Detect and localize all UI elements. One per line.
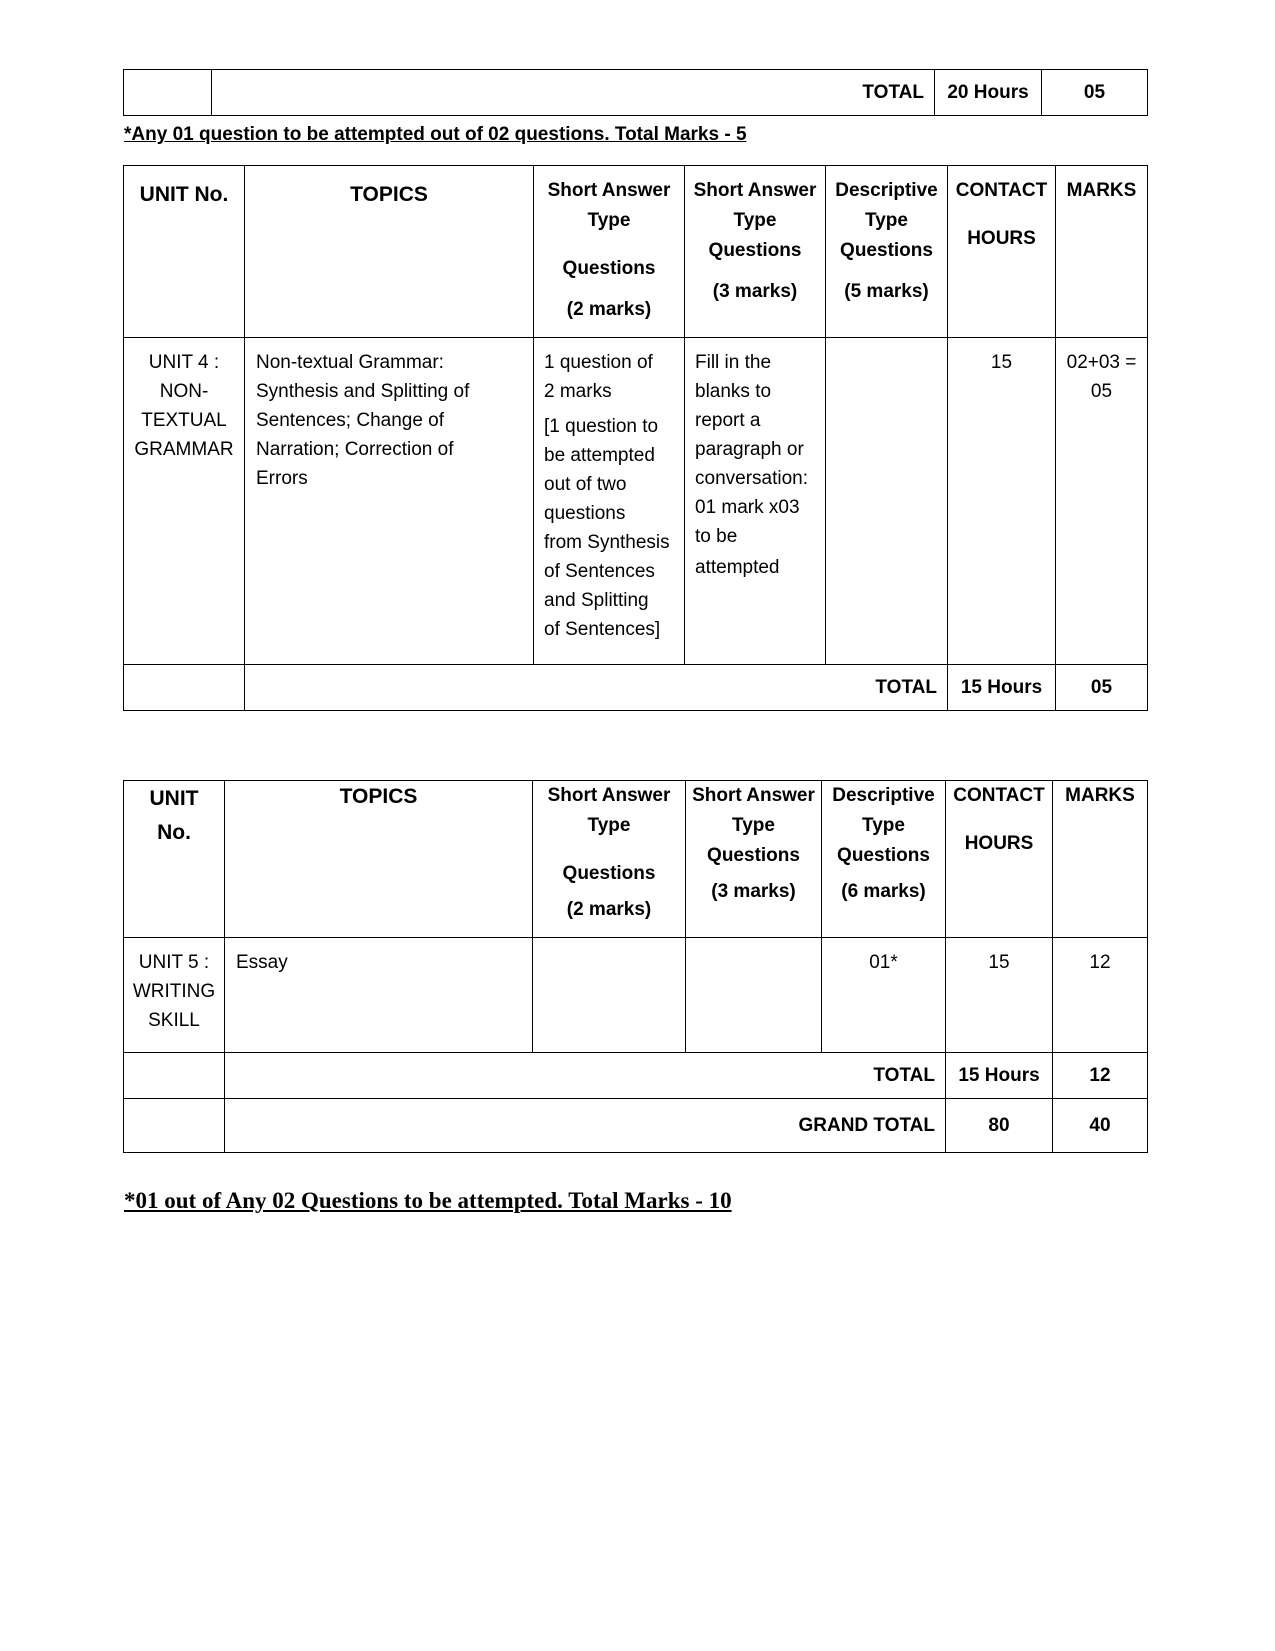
total-row [124,70,1148,116]
empty-cell [124,665,245,711]
header-row [124,781,1148,938]
empty-cell [124,1099,225,1153]
header-text: (3 marks) [712,281,798,302]
contact-hours-cell: 15 [946,938,1053,1053]
header-text: No. [157,821,191,844]
topic-text: Synthesis and Splitting of [256,381,470,402]
header-marks: MARKS [1056,166,1148,338]
header-topics: TOPICS [245,166,534,338]
unit-cell [124,338,245,665]
note-unit3: *Any 01 question to be attempted out of 02 questions. Total Marks - 5 [124,124,747,145]
total-label: TOTAL [212,70,935,116]
header-text: CONTACT [953,785,1045,806]
unit4-row [124,338,1148,665]
header-text: CONTACT [955,180,1048,201]
header-text: Type [862,815,905,836]
short-answer-2-cell [533,938,686,1053]
cell-text: 1 question of [544,352,653,373]
total-marks: 05 [1042,70,1148,116]
unit5-table [123,780,1148,1153]
header-text: Questions [840,240,933,261]
unit5-row [124,938,1148,1053]
descriptive-cell: 01* [822,938,946,1053]
header-text: Questions [562,863,656,884]
unit5-total-row [124,1053,1148,1099]
unit-text: NON- [159,381,209,402]
header-short-answer-3 [686,781,822,938]
short-answer-2-cell [534,338,685,665]
total-hours: 15 Hours [948,665,1056,711]
header-text: Short Answer [547,785,671,806]
header-text: Short Answer [547,180,671,201]
unit-text: UNIT 4 : [148,352,220,373]
header-descriptive [826,166,948,338]
header-text: HOURS [967,228,1036,249]
cell-text: 2 marks [544,381,612,402]
total-label: TOTAL [245,665,948,711]
header-text: Short Answer [692,785,815,806]
header-text: Descriptive [835,180,938,201]
note-unit5: *01 out of Any 02 Questions to be attempted. Total Marks - 10 [124,1188,732,1213]
header-short-answer-2 [533,781,686,938]
header-marks: MARKS [1053,781,1148,938]
header-text: Type [865,210,908,231]
header-text: Questions [837,845,930,866]
cell-text: paragraph or [695,439,804,460]
empty-cell [124,70,212,116]
header-text: Short Answer [693,180,817,201]
header-text: HOURS [964,833,1034,854]
grand-total-hours: 80 [946,1099,1053,1153]
header-text: Questions [707,845,800,866]
cell-text: attempted [695,557,780,578]
header-text: (6 marks) [841,881,926,902]
unit-text: GRAMMAR [134,439,234,460]
topic-text: Narration; Correction of [256,439,454,460]
topic-text: Non-textual Grammar: [256,352,444,373]
previous-unit-total-table [123,69,1148,116]
grand-total-marks: 40 [1053,1099,1148,1153]
empty-cell [124,1053,225,1099]
cell-text: be attempted [544,445,655,466]
header-text: (2 marks) [566,299,652,320]
cell-text: [1 question to [544,416,659,437]
cell-text: and Splitting [544,590,649,611]
cell-text: from Synthesis [544,532,670,553]
header-text: Descriptive [832,785,935,806]
header-short-answer-3 [685,166,826,338]
header-text: Questions [708,240,802,261]
grand-total-row [124,1099,1148,1153]
cell-text: conversation: [695,468,809,489]
header-text: Type [587,210,631,231]
cell-text: to be [695,526,738,547]
header-contact-hours [948,166,1056,338]
header-text: (3 marks) [711,881,796,902]
header-descriptive [822,781,946,938]
cell-text: Fill in the [695,352,772,373]
topic-text: Errors [256,468,308,489]
header-text: UNIT [149,787,199,810]
topic-text: Sentences; Change of [256,410,445,431]
total-marks: 05 [1056,665,1148,711]
unit-cell [124,938,225,1053]
header-unit [124,781,225,938]
header-text: Type [587,815,631,836]
unit4-table [123,165,1148,711]
descriptive-cell [826,338,948,665]
short-answer-3-cell [685,338,826,665]
short-answer-3-cell [686,938,822,1053]
cell-text: out of two [544,474,627,495]
cell-text: report a [695,410,761,431]
cell-text: 05 [1090,381,1113,402]
unit-text: SKILL [148,1010,200,1031]
unit-text: WRITING [132,981,216,1002]
total-marks: 12 [1053,1053,1148,1099]
total-label: TOTAL [225,1053,946,1099]
unit4-total-row [124,665,1148,711]
header-text: (2 marks) [566,899,652,920]
header-text: Questions [562,258,656,279]
contact-hours-cell: 15 [948,338,1056,665]
header-short-answer-2 [534,166,685,338]
topics-cell [245,338,534,665]
header-contact-hours [946,781,1053,938]
marks-cell: 12 [1053,938,1148,1053]
header-topics: TOPICS [225,781,533,938]
header-text: Type [733,210,777,231]
header-text: (5 marks) [844,281,929,302]
header-unit: UNIT No. [124,166,245,338]
grand-total-label: GRAND TOTAL [225,1099,946,1153]
cell-text: 02+03 = [1066,352,1137,373]
topics-cell: Essay [225,938,533,1053]
cell-text: questions [544,503,626,524]
header-text: Type [732,815,775,836]
cell-text: 01 mark x03 [695,497,800,518]
total-hours: 15 Hours [946,1053,1053,1099]
cell-text: of Sentences] [544,619,661,640]
unit-text: TEXTUAL [141,410,227,431]
cell-text: blanks to [695,381,772,402]
marks-cell [1056,338,1148,665]
unit-text: UNIT 5 : [138,952,210,973]
header-row [124,166,1148,338]
total-hours: 20 Hours [935,70,1042,116]
cell-text: of Sentences [544,561,655,582]
